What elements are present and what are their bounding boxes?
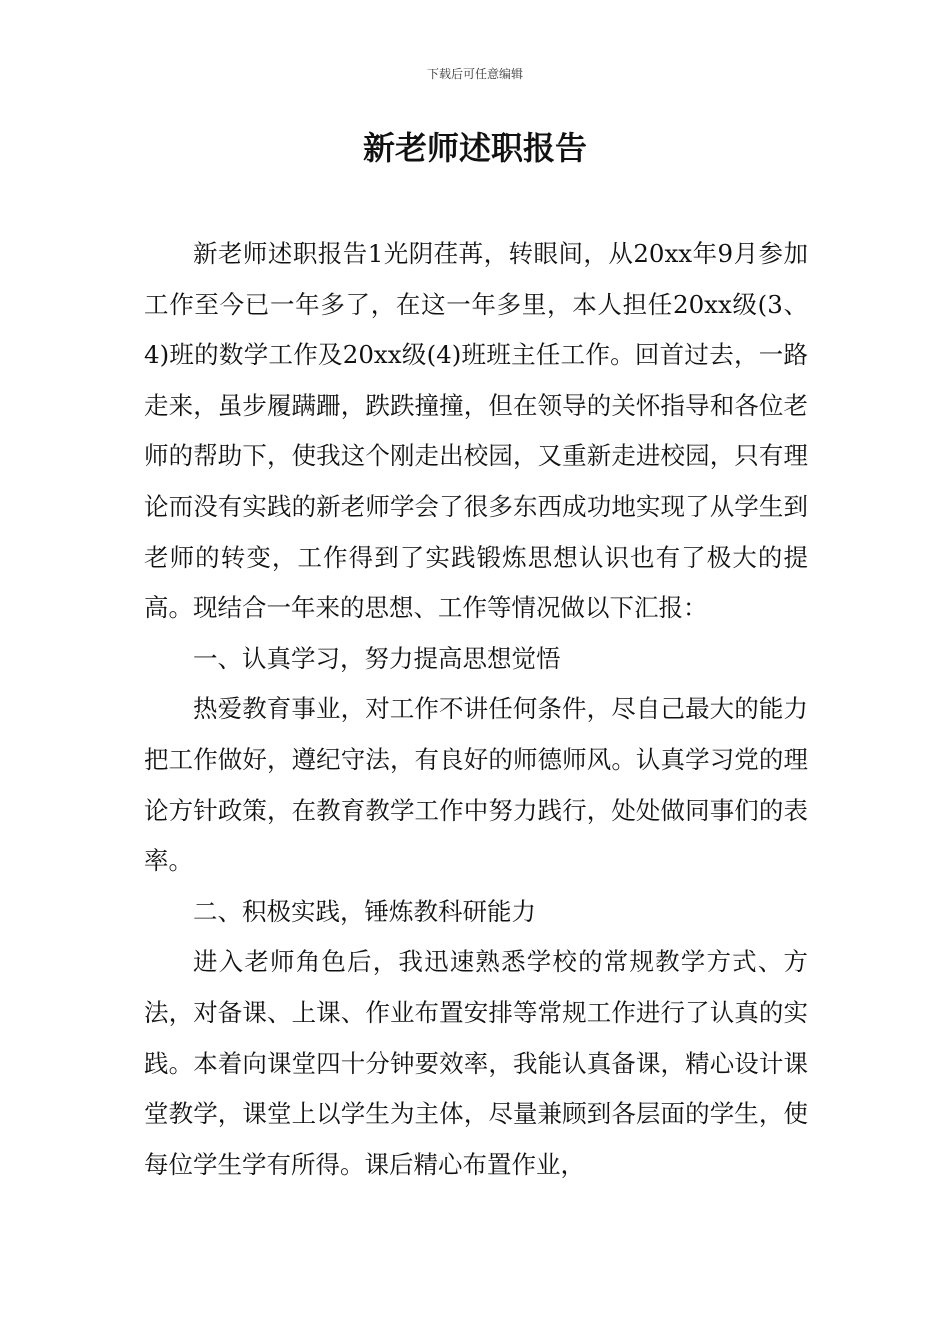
body-paragraph: 进入老师角色后，我迅速熟悉学校的常规教学方式、方法，对备课、上课、作业布置安排等常规工作进行了认真的实践。本着向课堂四十分钟要效率，我能认真备课，精心设计课堂教学，课堂上以学生为主体，尽量兼顾到各层面的学生，使每位学生学有所得。课后精心布置作业， [144,947,808,1179]
document-title: 新老师述职报告 [362,129,587,167]
header-note: 下载后可任意编辑 [426,67,523,81]
body-paragraph: 热爱教育事业，对工作不讲任何条件，尽自己最大的能力把工作做好，遵纪守法，有良好的师德师风。认真学习党的理论方针政策，在教育教学工作中努力践行，处处做同事们的表率。 [144,694,808,876]
body-paragraph: 新老师述职报告1光阴荏苒，转眼间，从20xx年9月参加工作至今已一年多了，在这一年多里，本人担任20xx级(3、4)班的数学工作及20xx级(4)班班主任工作。回首过去，一路走来，虽步履蹒跚，跌跌撞撞，但在领导的关怀指导和各位老师的帮助下，使我这个刚走出校园，又重新走进校园，只有理论而没有实践的新老师学会了很多东西成功地实现了从学生到老师的转变，工作得到了实践锻炼思想认识也有了极大的提高。现结合一年来的思想、工作等情况做以下汇报： [144,239,808,623]
section-heading: 一、认真学习，努力提高思想觉悟 [193,643,561,673]
section-heading: 二、积极实践，锤炼教科研能力 [193,896,536,926]
document-body [144,229,808,1190]
